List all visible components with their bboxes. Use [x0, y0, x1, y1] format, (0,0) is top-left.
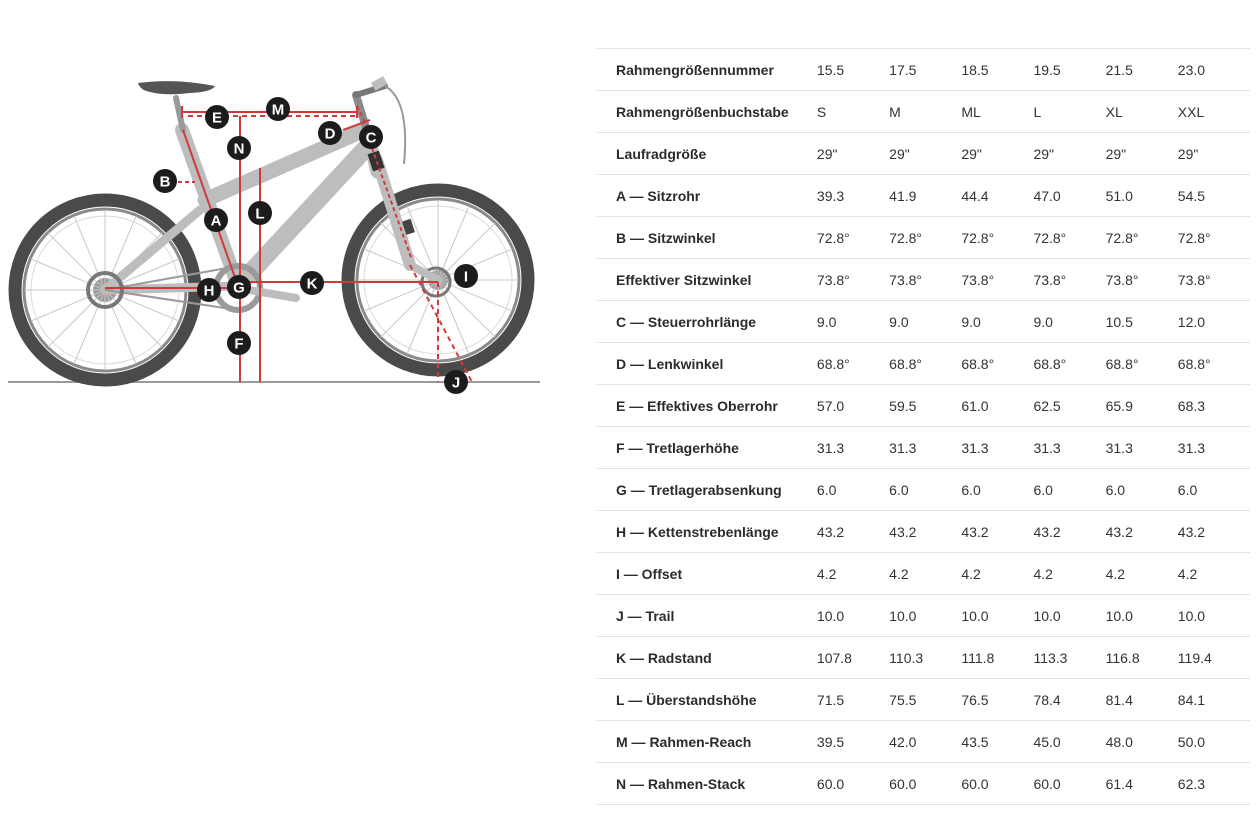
- svg-text:N: N: [233, 140, 245, 158]
- svg-text:H: H: [203, 282, 215, 300]
- table-row: [597, 217, 1250, 259]
- table-cell: 43.2: [1177, 523, 1206, 540]
- svg-text:J: J: [451, 374, 461, 392]
- svg-text:G: G: [233, 279, 245, 297]
- table-cell: 18.5: [961, 61, 989, 78]
- bike-frame: [105, 95, 438, 290]
- svg-text:E: E: [211, 109, 223, 127]
- table-cell: 68.8°: [889, 355, 923, 372]
- table-row: [597, 49, 1250, 91]
- badge-k: [300, 271, 324, 295]
- badge-a: [204, 208, 228, 232]
- table-cell: 78.4: [1033, 691, 1061, 708]
- row-label: Laufradgröße: [616, 145, 707, 162]
- table-cell: 10.0: [1105, 607, 1133, 624]
- table-row: [597, 133, 1250, 175]
- badge-j: [444, 370, 468, 394]
- row-label: G — Tretlagerabsenkung: [616, 481, 782, 498]
- table-cell: 47.0: [1033, 187, 1061, 204]
- table-cell: 113.3: [1033, 649, 1068, 666]
- table-cell: 31.3: [1033, 439, 1061, 456]
- table-cell: 107.8: [816, 649, 852, 666]
- table-cell: 9.0: [961, 313, 981, 330]
- table-cell: 29": [816, 145, 838, 162]
- row-label: Effektiver Sitzwinkel: [616, 271, 752, 288]
- table-cell: 73.8°: [816, 271, 850, 288]
- svg-text:L: L: [255, 205, 265, 223]
- table-cell: 111.8: [961, 649, 995, 666]
- table-cell: 68.8°: [816, 355, 850, 372]
- table-cell: 4.2: [1105, 565, 1126, 582]
- table-cell: 48.0: [1105, 733, 1133, 750]
- table-cell: 17.5: [889, 61, 917, 78]
- badge-i: [454, 264, 478, 288]
- table-cell: 68.3: [1177, 397, 1206, 414]
- table-cell: M: [889, 103, 901, 120]
- row-label: Rahmengrößennummer: [616, 61, 774, 78]
- svg-text:A: A: [210, 212, 222, 230]
- table-cell: 4.2: [1033, 565, 1053, 582]
- table-row: [597, 259, 1250, 301]
- table-cell: 72.8°: [1105, 229, 1139, 246]
- svg-text:C: C: [365, 129, 377, 147]
- table-cell: 43.5: [961, 733, 989, 750]
- table-cell: 72.8°: [1177, 229, 1211, 246]
- table-cell: 21.5: [1105, 61, 1133, 78]
- table-cell: 19.5: [1033, 61, 1061, 78]
- row-label: Rahmengrößenbuchstabe: [616, 103, 789, 120]
- table-cell: 29": [889, 145, 910, 162]
- table-cell: 116.8: [1105, 649, 1140, 666]
- table-row: [597, 427, 1250, 469]
- table-row: [597, 301, 1250, 343]
- badge-g: [227, 275, 251, 299]
- table-cell: 6.0: [816, 481, 837, 498]
- table-row: [597, 553, 1250, 595]
- table-cell: 31.3: [816, 439, 845, 456]
- table-row: [597, 511, 1250, 553]
- table-row: [597, 91, 1250, 133]
- table-row: [597, 385, 1250, 427]
- badge-d: [318, 121, 342, 145]
- table-cell: 68.8°: [1177, 355, 1211, 372]
- table-cell: 65.9: [1105, 397, 1133, 414]
- table-cell: 76.5: [961, 691, 989, 708]
- svg-text:K: K: [306, 275, 318, 293]
- table-cell: 29": [961, 145, 982, 162]
- badge-c: [359, 125, 383, 149]
- table-cell: 119.4: [1177, 649, 1212, 666]
- table-cell: 68.8°: [1033, 355, 1067, 372]
- table-cell: 10.0: [1033, 607, 1061, 624]
- badge-b: [153, 169, 177, 193]
- table-row: [597, 175, 1250, 217]
- svg-text:B: B: [159, 173, 171, 191]
- table-cell: L: [1033, 103, 1042, 120]
- table-cell: 43.2: [889, 523, 917, 540]
- row-label: B — Sitzwinkel: [616, 229, 716, 246]
- table-cell: 59.5: [889, 397, 917, 414]
- badge-f: [227, 331, 251, 355]
- table-cell: 15.5: [816, 61, 845, 78]
- table-cell: 73.8°: [1105, 271, 1139, 288]
- table-cell: 81.4: [1105, 691, 1133, 708]
- table-cell: 4.2: [816, 565, 837, 582]
- table-cell: 10.0: [961, 607, 989, 624]
- table-cell: 41.9: [889, 187, 917, 204]
- table-cell: 73.8°: [1177, 271, 1211, 288]
- row-label: M — Rahmen-Reach: [616, 733, 752, 750]
- table-cell: 6.0: [961, 481, 981, 498]
- table-cell: 42.0: [889, 733, 917, 750]
- table-cell: 60.0: [889, 775, 917, 792]
- table-cell: 12.0: [1177, 313, 1206, 330]
- svg-text:I: I: [463, 268, 469, 286]
- table-cell: 31.3: [961, 439, 989, 456]
- table-cell: 75.5: [889, 691, 917, 708]
- table-cell: 4.2: [889, 565, 909, 582]
- table-cell: 6.0: [1177, 481, 1198, 498]
- table-cell: 54.5: [1177, 187, 1206, 204]
- table-cell: 61.4: [1105, 775, 1133, 792]
- table-cell: 44.4: [961, 187, 989, 204]
- table-cell: 45.0: [1033, 733, 1061, 750]
- table-cell: 62.5: [1033, 397, 1061, 414]
- row-label: I — Offset: [616, 565, 683, 582]
- table-row: [597, 469, 1250, 511]
- table-cell: 6.0: [889, 481, 909, 498]
- row-label: C — Steuerrohrlänge: [616, 313, 757, 330]
- table-cell: 73.8°: [889, 271, 923, 288]
- row-label: A — Sitzrohr: [616, 187, 701, 204]
- table-cell: 84.1: [1177, 691, 1206, 708]
- badge-h: [197, 278, 221, 302]
- table-cell: 73.8°: [961, 271, 995, 288]
- table-cell: 51.0: [1105, 187, 1133, 204]
- table-cell: 43.2: [961, 523, 989, 540]
- row-label: N — Rahmen-Stack: [616, 775, 746, 792]
- geometry-table-body: [597, 49, 1250, 805]
- table-cell: 10.0: [816, 607, 845, 624]
- saddle: [138, 81, 215, 94]
- table-cell: 10.5: [1105, 313, 1133, 330]
- row-label: L — Überstandshöhe: [616, 691, 757, 708]
- badge-e: [205, 105, 229, 129]
- table-cell: 4.2: [1177, 565, 1198, 582]
- label-badges: [153, 97, 478, 394]
- geometry-table: [597, 48, 1250, 805]
- table-cell: 60.0: [961, 775, 989, 792]
- table-cell: 72.8°: [961, 229, 995, 246]
- table-cell: ML: [961, 103, 981, 120]
- table-cell: 61.0: [961, 397, 989, 414]
- table-cell: 29": [1177, 145, 1199, 162]
- table-cell: 9.0: [816, 313, 837, 330]
- table-row: [597, 343, 1250, 385]
- table-cell: 31.3: [889, 439, 917, 456]
- table-cell: 31.3: [1105, 439, 1133, 456]
- svg-text:M: M: [271, 101, 285, 119]
- row-label: K — Radstand: [616, 649, 712, 666]
- table-cell: 23.0: [1177, 61, 1206, 78]
- row-label: J — Trail: [616, 607, 675, 624]
- svg-text:F: F: [234, 335, 244, 353]
- table-cell: 9.0: [889, 313, 909, 330]
- table-cell: 6.0: [1105, 481, 1126, 498]
- badge-n: [227, 136, 251, 160]
- table-row: [597, 595, 1250, 637]
- table-cell: 10.0: [889, 607, 917, 624]
- svg-text:D: D: [324, 125, 336, 143]
- table-cell: 71.5: [816, 691, 845, 708]
- table-row: [597, 763, 1250, 805]
- table-cell: 9.0: [1033, 313, 1053, 330]
- table-cell: 39.5: [816, 733, 845, 750]
- table-cell: 50.0: [1177, 733, 1206, 750]
- badge-m: [266, 97, 290, 121]
- table-row: [597, 679, 1250, 721]
- table-cell: 72.8°: [889, 229, 923, 246]
- table-cell: 10.0: [1177, 607, 1206, 624]
- bike-geometry-diagram: [0, 60, 560, 410]
- table-row: [597, 637, 1250, 679]
- bike-geometry-svg: [0, 60, 560, 410]
- table-cell: 31.3: [1177, 439, 1206, 456]
- table-cell: 43.2: [1033, 523, 1061, 540]
- table-cell: 68.8°: [1105, 355, 1139, 372]
- table-cell: 73.8°: [1033, 271, 1067, 288]
- table-cell: 29": [1105, 145, 1127, 162]
- table-cell: 43.2: [1105, 523, 1133, 540]
- table-cell: 62.3: [1177, 775, 1206, 792]
- table-cell: 6.0: [1033, 481, 1053, 498]
- table-cell: 72.8°: [1033, 229, 1067, 246]
- table-cell: 29": [1033, 145, 1054, 162]
- table-cell: 43.2: [816, 523, 845, 540]
- badge-l: [248, 201, 272, 225]
- table-cell: XL: [1105, 103, 1123, 120]
- table-cell: 39.3: [816, 187, 845, 204]
- row-label: H — Kettenstrebenlänge: [616, 523, 779, 540]
- table-cell: 60.0: [1033, 775, 1061, 792]
- table-cell: 4.2: [961, 565, 981, 582]
- table-cell: 57.0: [816, 397, 845, 414]
- row-label: F — Tretlagerhöhe: [616, 439, 739, 456]
- table-cell: 60.0: [816, 775, 845, 792]
- table-cell: 68.8°: [961, 355, 995, 372]
- table-cell: S: [816, 103, 827, 120]
- row-label: E — Effektives Oberrohr: [616, 397, 778, 414]
- table-cell: XXL: [1177, 103, 1205, 120]
- table-row: [597, 721, 1250, 763]
- row-label: D — Lenkwinkel: [616, 355, 724, 372]
- table-cell: 72.8°: [816, 229, 850, 246]
- table-cell: 110.3: [889, 649, 924, 666]
